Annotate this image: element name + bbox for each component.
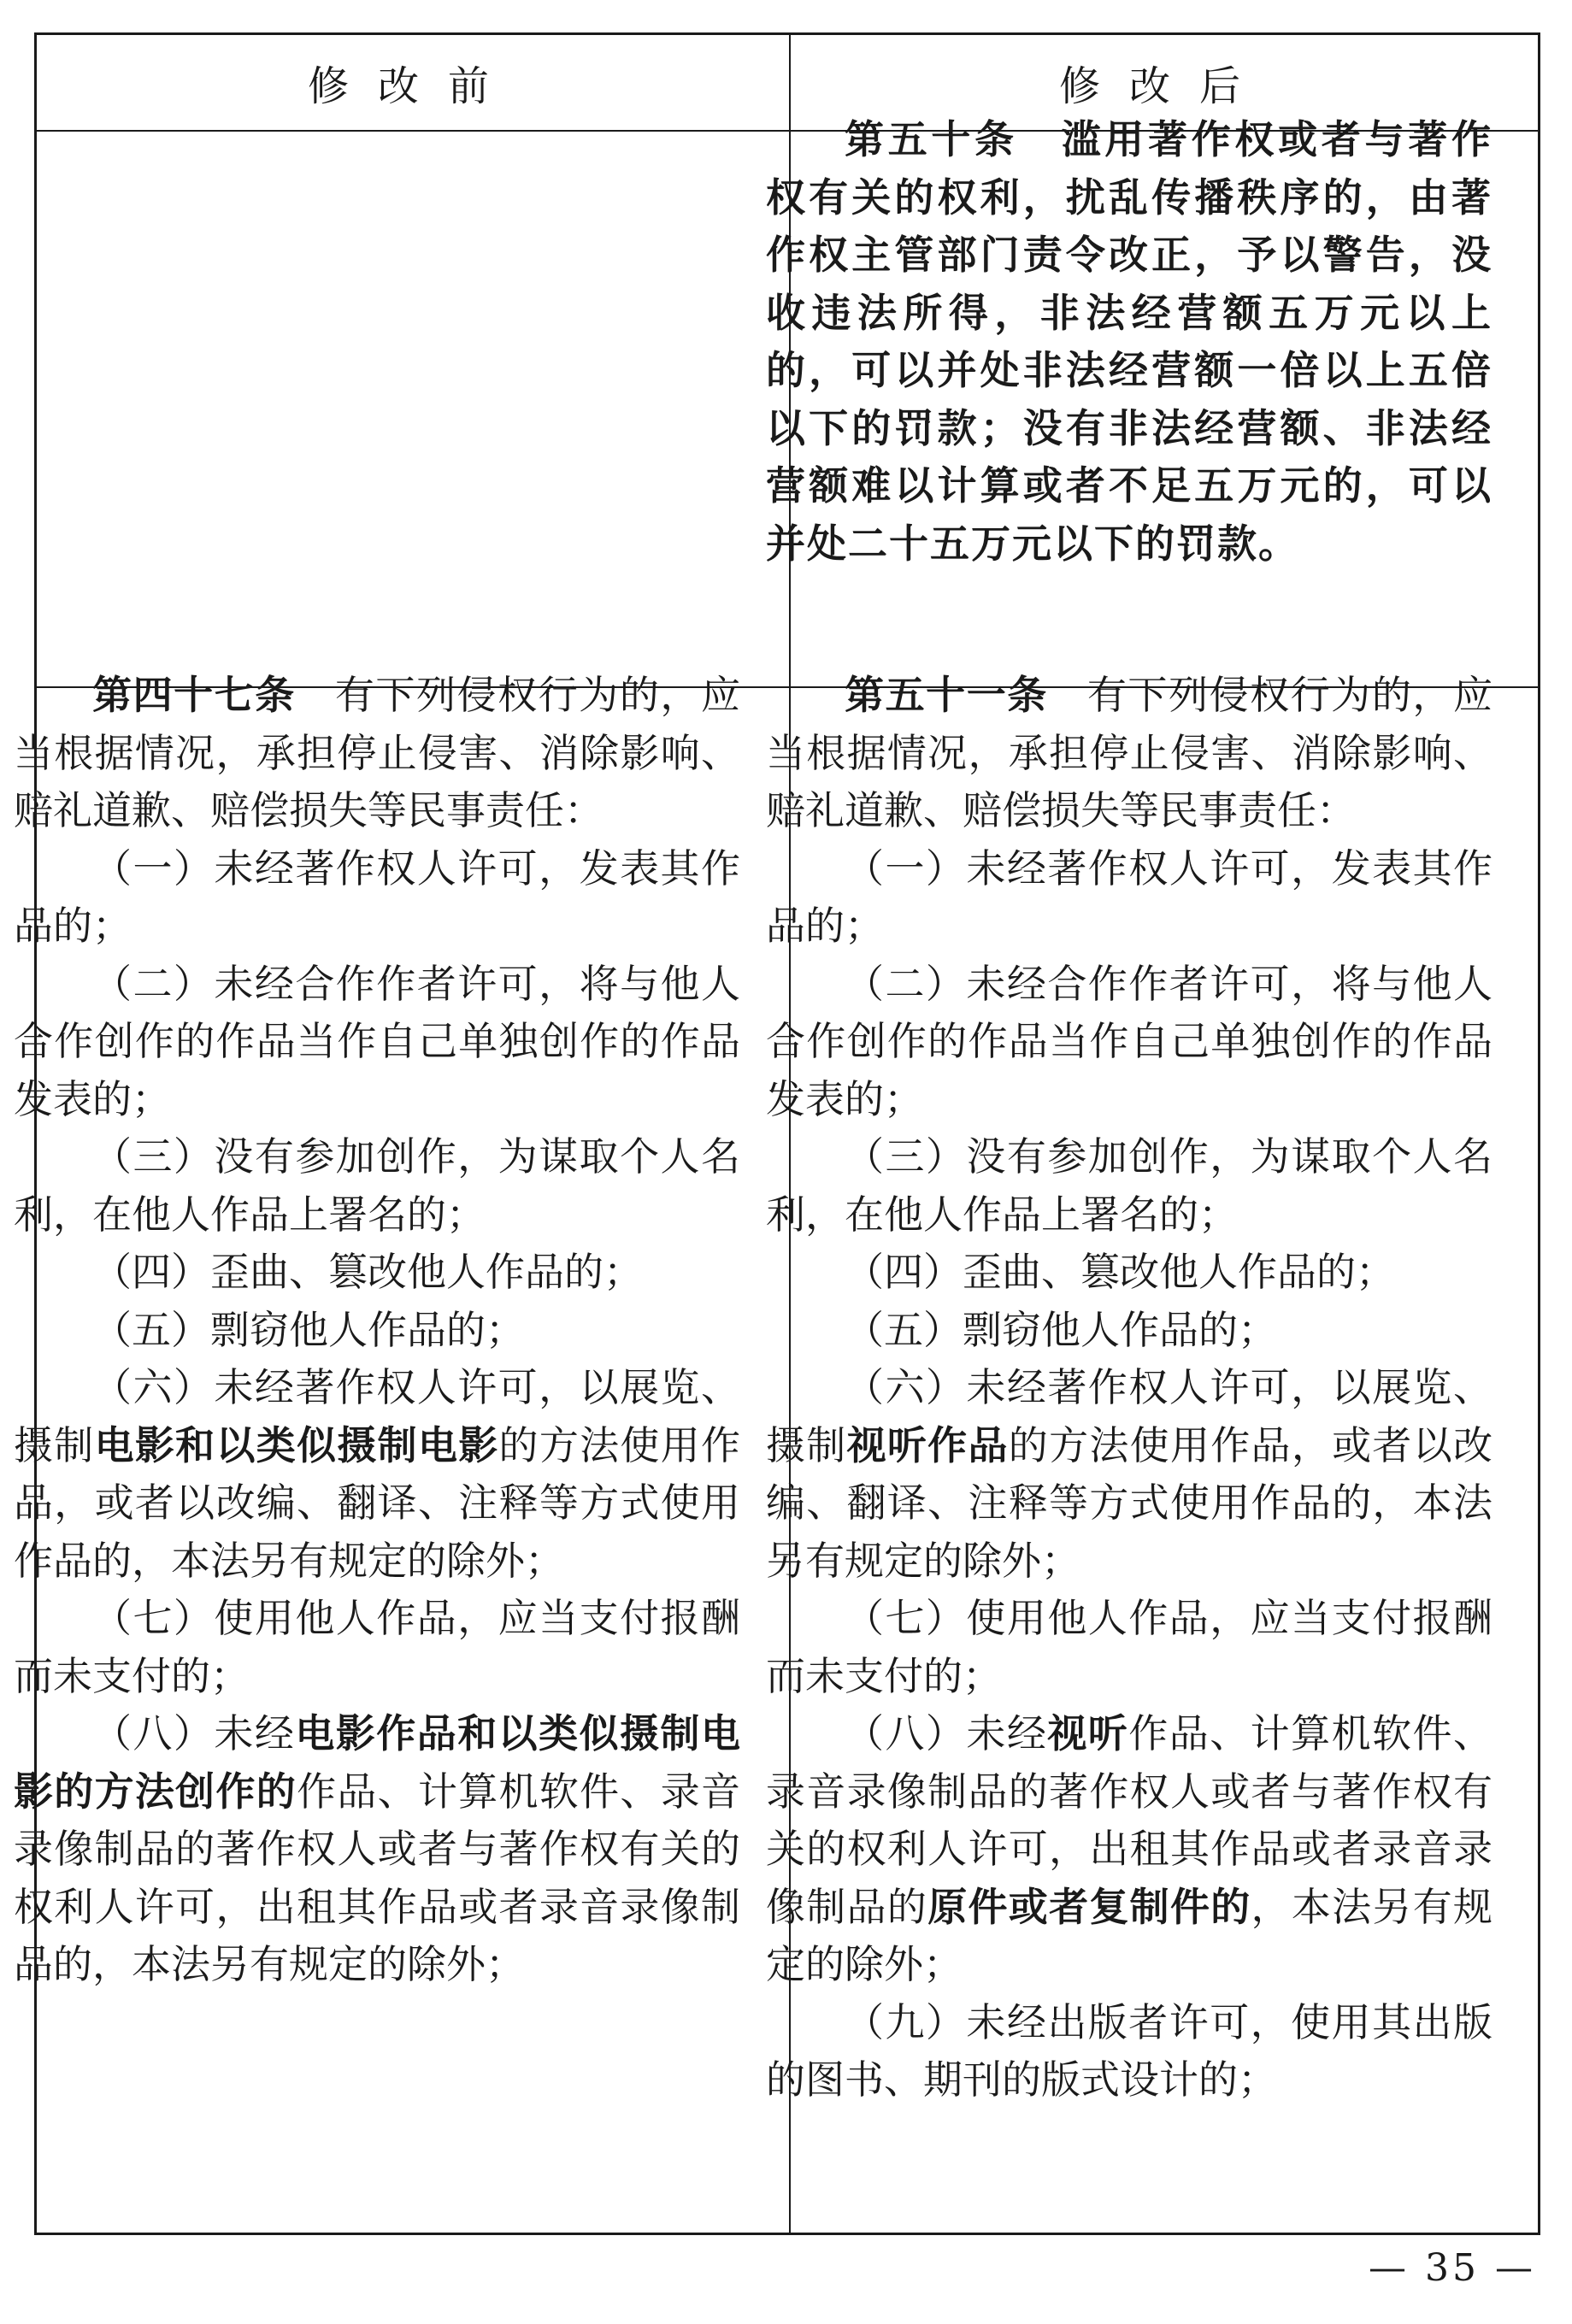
item-text: （四）歪曲、篡改他人作品的； xyxy=(845,1249,1395,1295)
amended-text: 原件或者复制件的 xyxy=(927,1883,1251,1930)
after-item xyxy=(766,1128,1493,1244)
after-item xyxy=(766,1994,1493,2109)
before-item xyxy=(14,1359,740,1590)
article-intro-text-after: 有下列侵权行为的，应当根据情况，承担停止侵害、消除影响、赔礼道歉、赔偿损失等民事责任： xyxy=(766,672,1493,833)
article-number-after: 第五十一条 xyxy=(845,672,1048,718)
before-item xyxy=(14,840,740,956)
amended-text: 电影作品和以类似摄制电影的方法创作的 xyxy=(14,1710,741,1815)
after-item xyxy=(766,1590,1493,1705)
before-item xyxy=(14,1128,740,1244)
item-text: （三）没有参加创作，为谋取个人名利，在他人作品上署名的； xyxy=(766,1133,1493,1238)
item-text: 的方法使用作品，或者以改编、翻译、注释等方式使用作品的，本法另有规定的除外； xyxy=(766,1421,1493,1584)
item-text: （八）未经 xyxy=(92,1710,296,1756)
item-text: ，本法另有规定的除外； xyxy=(766,1883,1493,1987)
item-text: （七）使用他人作品，应当支付报酬而未支付的； xyxy=(14,1595,740,1699)
after-item xyxy=(766,1302,1493,1360)
article-intro-text-before: 有下列侵权行为的，应当根据情况，承担停止侵害、消除影响、赔礼道歉、赔偿损失等民事责任： xyxy=(14,672,741,833)
item-text: （三）没有参加创作，为谋取个人名利，在他人作品上署名的； xyxy=(14,1133,740,1238)
item-text: （一）未经著作权人许可，发表其作品的； xyxy=(14,844,740,949)
item-text: 的方法使用作品，或者以改编、翻译、注释等方式使用作品的，本法另有规定的除外； xyxy=(14,1421,741,1584)
row2-before-cell xyxy=(14,667,740,1994)
before-item xyxy=(14,1244,740,1302)
page-number: — 35 — xyxy=(1369,2246,1536,2290)
item-text: （二）未经合作作者许可，将与他人合作创作的作品当作自己单独创作的作品发表的； xyxy=(14,960,740,1122)
item-text: （五）剽窃他人作品的； xyxy=(92,1306,525,1353)
after-item xyxy=(766,1705,1493,1994)
item-text: （五）剽窃他人作品的； xyxy=(845,1306,1277,1353)
item-text: （六）未经著作权人许可，以展览、摄制 xyxy=(766,1364,1493,1468)
article-intro-before xyxy=(14,667,740,840)
amended-text: 视听 xyxy=(1047,1710,1129,1756)
header-after: 修改后 xyxy=(1058,62,1269,110)
amended-text: 视听作品 xyxy=(846,1421,1009,1468)
after-item xyxy=(766,1359,1493,1590)
after-item xyxy=(766,840,1493,956)
item-text: 作品、计算机软件、录音录像制品的著作权人或者与著作权有关的权利人许可，出租其作品或者录音录像制品的，本法另有规定的除外； xyxy=(14,1768,741,1987)
item-text: （六）未经著作权人许可，以展览、摄制 xyxy=(14,1364,740,1468)
item-text: （九）未经出版者许可，使用其出版的图书、期刊的版式设计的； xyxy=(766,1998,1493,2103)
before-item xyxy=(14,1302,740,1360)
row2-after-cell xyxy=(766,667,1493,2109)
item-text: （二）未经合作作者许可，将与他人合作创作的作品当作自己单独创作的作品发表的； xyxy=(766,960,1493,1122)
article-intro-after xyxy=(766,667,1493,840)
before-item xyxy=(14,956,740,1129)
after-item xyxy=(766,956,1493,1129)
item-text: （八）未经 xyxy=(845,1710,1048,1756)
before-item xyxy=(14,1590,740,1705)
item-text: （四）歪曲、篡改他人作品的； xyxy=(92,1249,643,1295)
after-item xyxy=(766,1244,1493,1302)
header-before: 修改前 xyxy=(307,62,518,110)
row1-after-cell xyxy=(766,111,1493,573)
item-text: （七）使用他人作品，应当支付报酬而未支付的； xyxy=(766,1595,1493,1699)
article-number-before: 第四十七条 xyxy=(92,672,296,718)
item-text: （一）未经著作权人许可，发表其作品的； xyxy=(766,844,1493,949)
item-text: 作品、计算机软件、录音录像制品的著作权人或者与著作权有关的权利人许可，出租其作品或者录音录像制品的 xyxy=(766,1710,1493,1930)
amended-text: 电影和以类似摄制电影 xyxy=(94,1421,499,1468)
article-50-text: 第五十条 滥用著作权或者与著作权有关的权利，扰乱传播秩序的，由著作权主管部门责令改正，予以警告，没收违法所得，非法经营额五万元以上的，可以并处非法经营额一倍以上五倍以下的罚款；没有非法经营额、非法经营额难以计算或者不足五万元的，可以并处二十五万元以下的罚款。 xyxy=(766,116,1493,567)
before-item xyxy=(14,1705,740,1994)
